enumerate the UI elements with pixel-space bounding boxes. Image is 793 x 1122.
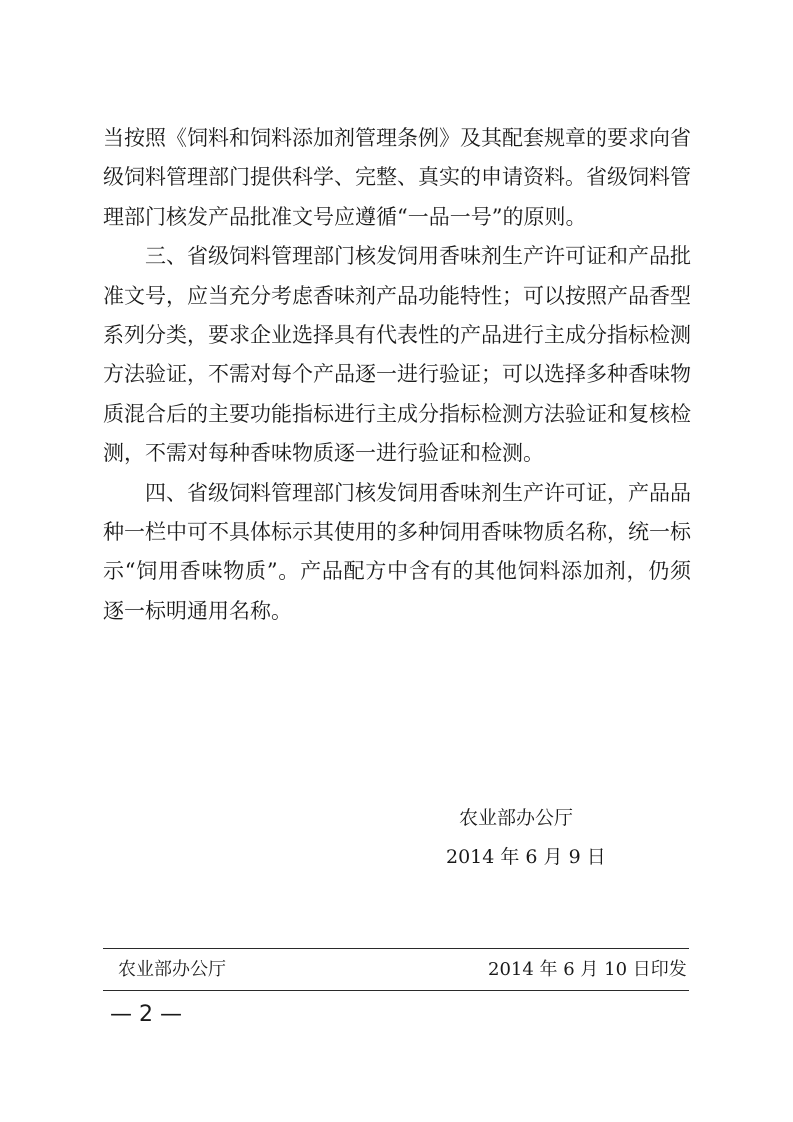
footer-issuer: 农业部办公厅 [118,959,226,980]
signature-organization: 农业部办公厅 [459,807,574,829]
footer-bottom-rule [103,990,689,991]
page-number: — 2 — [110,1002,182,1027]
paragraph-four: 四、省级饲料管理部门核发饲用香味剂生产许可证，产品品种一栏中可不具体标示其使用的多种饲用香味物质名称，统一标示“饲用香味物质”。产品配方中含有的其他饲料添加剂，仍须逐一标明通用名称。 [103,480,691,623]
paragraph-continuation: 当按照《饲料和饲料添加剂管理条例》及其配套规章的要求向省级饲料管理部门提供科学、完整、真实的申请资料。省级饲料管理部门核发产品批准文号应遵循“一品一号”的原则。 [103,126,691,229]
footer-print-date: 2014 年 6 月 10 日印发 [488,959,687,980]
footer-top-rule [103,948,689,949]
paragraph-three: 三、省级饲料管理部门核发饲用香味剂生产许可证和产品批准文号，应当充分考虑香味剂产品功能特性；可以按照产品香型系列分类，要求企业选择具有代表性的产品进行主成分指标检测方法验证，不需对每个产品逐一进行验证；可以选择多种香味物质混合后的主要功能指标进行主成分指标检测方法验证和复核检测，不需对每种香味物质逐一进行验证和检测。 [103,244,691,466]
signature-date: 2014 年 6 月 9 日 [446,846,606,868]
document-body [103,119,691,631]
